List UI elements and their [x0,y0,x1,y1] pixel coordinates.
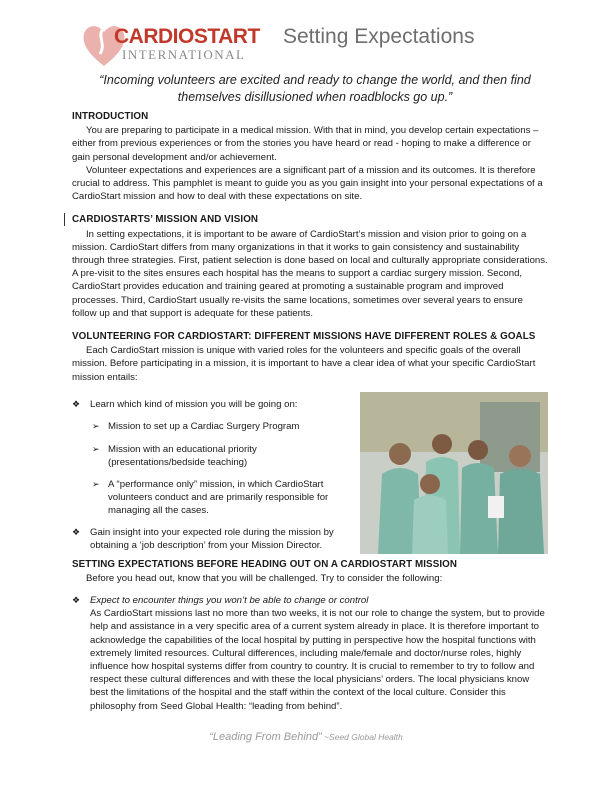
opening-quote: “Incoming volunteers are excited and ready to change the world, and then find themselves disillusioned when roadblocks go up.” [99,73,531,104]
diamond-bullet-icon: ❖ [72,398,81,409]
before-intro-paragraph: Before you head out, know that you will be challenged. Try to consider the following: [86,573,443,585]
page-title: Setting Expectations [283,25,475,48]
before-heading: SETTING EXPECTATIONS BEFORE HEADING OUT ON A CARDIOSTART MISSION [72,558,458,570]
arrow-bullet-icon: ➢ [92,478,100,489]
roles-paragraph: Each CardioStart mission is unique with varied roles for the volunteers and specific goals of the overall mission. Before participating in a mission, it is important to have a clear idea of what your specific CardioStart mission entails: [72,345,536,383]
sub-bullet-text: Mission with an educational priority (presentations/bedside teaching) [108,443,257,469]
logo-sub-text: INTERNATIONAL [122,47,246,62]
arrow-bullet-icon: ➢ [92,443,100,454]
introduction-heading: INTRODUCTION [72,111,149,122]
roles-heading: VOLUNTEERING FOR CARDIOSTART: DIFFERENT MISSIONS HAVE DIFFERENT ROLES & GOALS [72,331,536,343]
logo-main-text: CARDIOSTART [114,25,260,48]
introduction-section [72,110,550,203]
diamond-bullet-icon: ❖ [72,526,81,537]
mission-section [72,213,550,320]
before-body-paragraph: As CardioStart missions last no more than two weeks, it is not our role to change the system, but to provide help and assistance in a very specific area of a current system already in place. It is therefore important to acknowledge the capabilities of the local hospital by putting in perspective how the hospital functions with extremely limited resources. Cultural differences, including male/female and doctor/nurse roles, highly influence how hospital systems differ from country to country. It is crucial to remember to try to follow and respect these cultural differences and with these the local physicians’ orders. The local physicians know best the limitations of the hospital and the staff within the context of the local culture. Consider this philosophy from Seed Global Health: “leading from behind”. [90,608,545,712]
sub-bullet-text: Mission to set up a Cardiac Surgery Program [108,420,300,432]
cardiostart-logo [82,22,260,68]
bullet-text: Learn which kind of mission you will be going on: [90,398,298,410]
mission-heading: CARDIOSTARTS’ MISSION AND VISION [72,214,259,226]
introduction-paragraph-2: Volunteer expectations and experiences are a significant part of a mission and its outcomes. It is therefore crucial to address. This pamphlet is meant to guide you as you gain insight into your personal expectations of a CardioStart mission and how to deal with these expectations on site. [72,164,543,203]
bullet-text: Expect to encounter things you won’t be able to change or control [90,595,369,607]
bullet-text: Gain insight into your expected role during the mission by obtaining a ‘job description’ from your Mission Director. [90,526,334,552]
sub-bullet-text: A “performance only” mission, in which CardioStart volunteers conduct and are primarily responsible for managing all the cases. [108,478,329,517]
main-content [72,110,550,713]
introduction-paragraph-1: You are preparing to participate in a medical mission. With that in mind, you develop certain expectations – either from previous experiences or from the stories you have heard or read - hoping to make a difference or gain personal development and/or achievement. [72,125,539,163]
footer-source: ~Seed Global Health [321,732,403,742]
before-heading-out-section [72,558,550,713]
footer [0,731,612,743]
bullet-expect-encounter [72,594,550,607]
medical-team-photo [360,392,548,554]
text-cursor-marker [64,213,65,226]
roles-section [72,330,550,558]
diamond-bullet-icon: ❖ [72,595,81,606]
roles-bullet-list [72,398,550,558]
arrow-bullet-icon: ➢ [92,420,100,431]
mission-paragraph: In setting expectations, it is important to be aware of CardioStart’s mission and vision prior to going on a mission. CardioStart differs from many organizations in that it works to gain consistency and sustainability through three strategies. First, patient selection is done based on local and culturally appropriate considerations. A pre-visit to the sites ensures each hospital has the means to support a cardiac surgery mission. Second, CardioStart provides education and training geared at promoting a sustainable program and improved processes. Third, CardioStart usually re-visits the same locations, sometimes over several years to ensure follow up and that support is adequate for these patients. [72,228,548,319]
footer-quote: “Leading From Behind” [209,731,322,743]
